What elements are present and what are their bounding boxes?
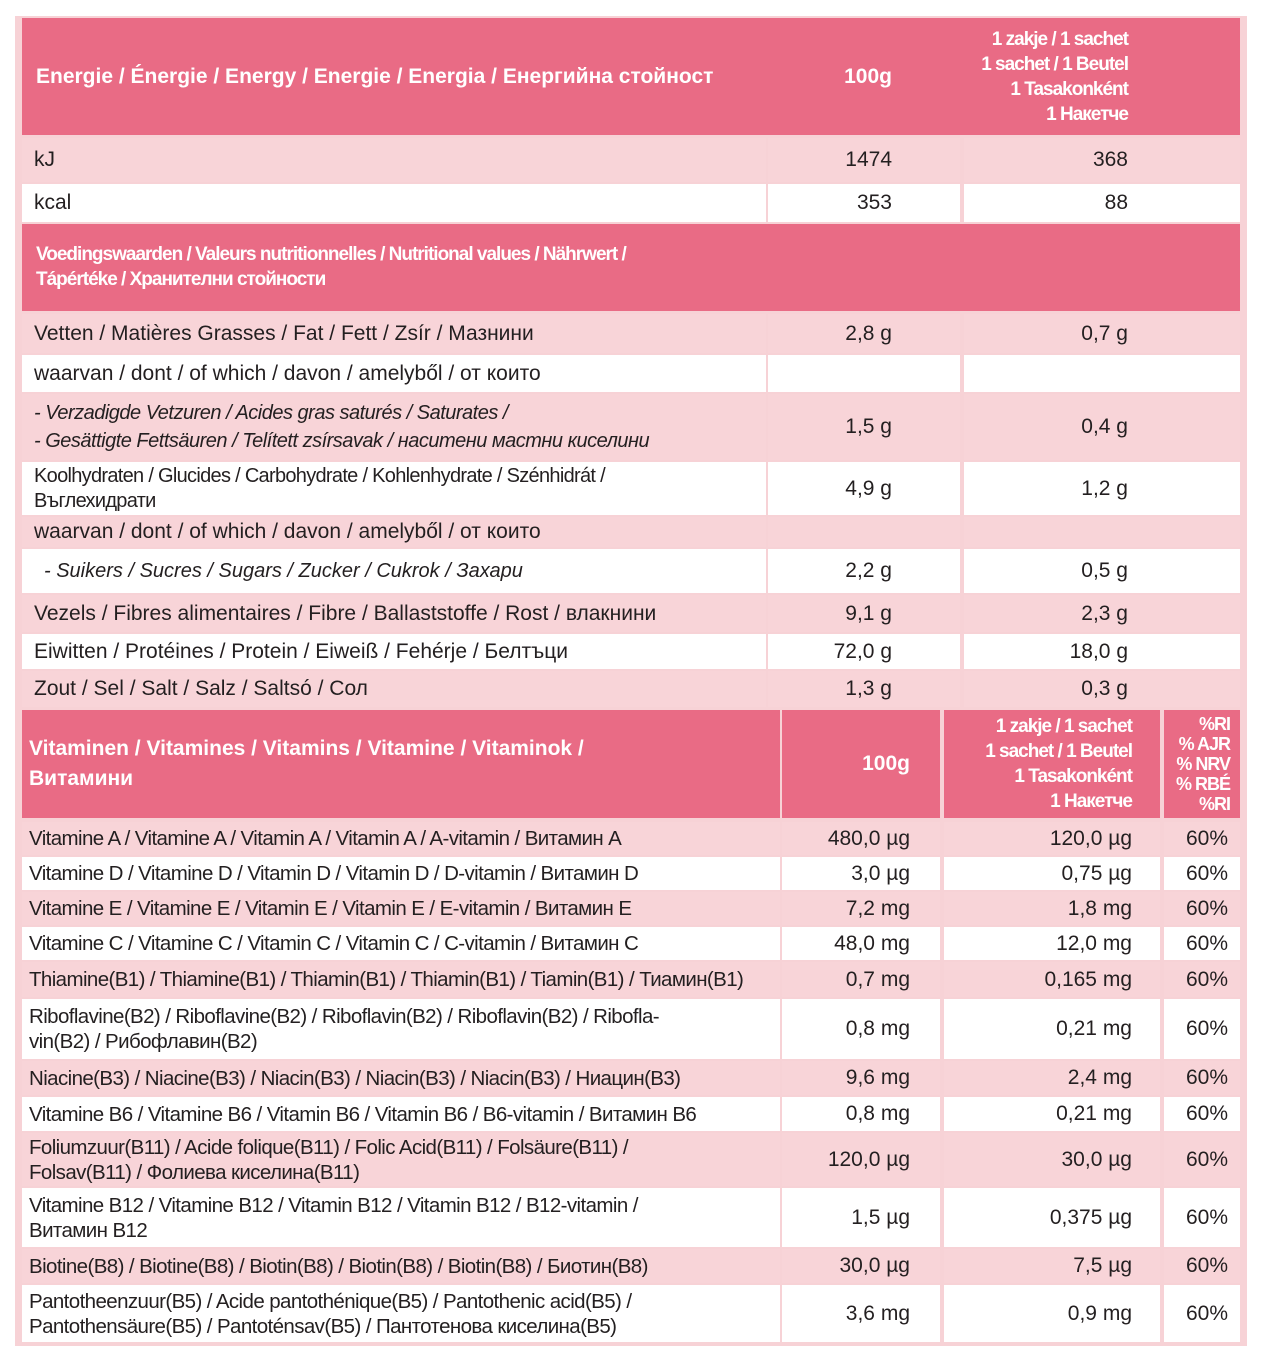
- table-row: [22, 394, 1240, 460]
- table-row: [22, 517, 1240, 547]
- row-label: Koolhydraten / Glucides / Carbohydrate / Kohlenhydrate / Szénhidrát / Въглехидрати: [22, 462, 766, 515]
- vitamin-header-ri: %RI % AJR % NRV % RBÉ %RI: [1175, 714, 1230, 814]
- row-persachet: 18,0 g: [964, 634, 1240, 669]
- energy-header-sachet: 1 zakje / 1 sachet 1 sachet / 1 Beutel 1 Tasakonként 1 Накетче: [981, 28, 1128, 125]
- table-row: [22, 138, 1240, 182]
- vitamin-label: Pantotheenzuur(B5) / Acide pantothénique(B5) / Pantothenic acid(B5) / Pantothensäure(B5) / Pantoténsav(B5) / Пантотенова киселина(B5): [22, 1285, 780, 1342]
- row-per100: 72,0 g: [768, 634, 960, 669]
- nutrition-header-row: [22, 224, 1240, 311]
- table-row: [22, 671, 1240, 707]
- vitamin-persachet: 2,4 mg: [944, 1061, 1160, 1095]
- vitamin-persachet: 1,8 mg: [944, 892, 1160, 925]
- vitamin-persachet: 0,21 mg: [944, 1097, 1160, 1131]
- row-persachet: 0,7 g: [964, 314, 1240, 353]
- vitamin-row: [22, 822, 1240, 855]
- vitamin-ri: 60%: [1164, 1133, 1240, 1186]
- row-per100: 1,3 g: [768, 671, 960, 707]
- vitamin-per100: 48,0 mg: [782, 927, 940, 960]
- row-label: Vezels / Fibres alimentaires / Fibre / Ballaststoffe / Rost / влакнини: [22, 595, 766, 632]
- vitamin-ri: 60%: [1164, 1285, 1240, 1342]
- vitamin-per100: 9,6 mg: [782, 1061, 940, 1095]
- vitamin-per100: 120,0 µg: [782, 1133, 940, 1186]
- vitamin-label: Vitamine B6 / Vitamine B6 / Vitamin B6 / Vitamin B6 / B6-vitamin / Витамин B6: [22, 1097, 780, 1131]
- energy-header-100g: 100g: [844, 64, 892, 88]
- row-label: Zout / Sel / Salt / Salz / Saltsó / Сол: [22, 671, 766, 707]
- vitamin-row: [22, 892, 1240, 925]
- vitamin-row: [22, 1061, 1240, 1095]
- table-row: [22, 462, 1240, 515]
- vitamin-persachet: 12,0 mg: [944, 927, 1160, 960]
- vitamin-per100: 30,0 µg: [782, 1249, 940, 1283]
- vitamin-label: Riboflavine(B2) / Riboflavine(B2) / Riboflavin(B2) / Riboflavin(B2) / Riboflа- vin(B2) / Рибофлавин(B2): [22, 999, 780, 1059]
- row-per100: [768, 517, 960, 547]
- vitamin-per100: 0,8 mg: [782, 999, 940, 1059]
- vitamin-label: Vitamine A / Vitamine A / Vitamin A / Vitamin A / A-vitamin / Витамин A: [22, 822, 780, 855]
- vitamin-ri: 60%: [1164, 1097, 1240, 1131]
- vitamin-per100: 7,2 mg: [782, 892, 940, 925]
- vitamin-ri: 60%: [1164, 1061, 1240, 1095]
- vitamin-row: [22, 1097, 1240, 1131]
- vitamin-row: [22, 857, 1240, 890]
- vitamin-per100: 0,7 mg: [782, 962, 940, 997]
- vitamin-ri: 60%: [1164, 927, 1240, 960]
- table-row: [22, 314, 1240, 353]
- row-label: - Suikers / Sucres / Sugars / Zucker / Cukrok / Захари: [22, 549, 766, 593]
- nutrition-header-label: Voedingswaarden / Valeurs nutritionnelles / Nutritional values / Nährwert / Tápértéke / Хранителни стойности: [36, 244, 626, 290]
- table-row: [22, 549, 1240, 593]
- vitamin-row: [22, 962, 1240, 997]
- vitamin-persachet: 0,21 mg: [944, 999, 1160, 1059]
- vitamin-label: Vitamine D / Vitamine D / Vitamin D / Vitamin D / D-vitamin / Витамин D: [22, 857, 780, 890]
- vitamin-header-row: [22, 710, 1240, 818]
- vitamin-header-sachet: 1 zakje / 1 sachet 1 sachet / 1 Beutel 1 Tasakonként 1 Накетче: [985, 716, 1132, 812]
- vitamin-label: Foliumzuur(B11) / Acide folique(B11) / Folic Acid(B11) / Folsäure(B11) / Folsav(B11) / Фолиева киселина(B11): [22, 1133, 780, 1186]
- vitamin-label: Vitamine E / Vitamine E / Vitamin E / Vitamin E / E-vitamin / Витамин E: [22, 892, 780, 925]
- table-row: [22, 355, 1240, 392]
- row-persachet: 2,3 g: [964, 595, 1240, 632]
- vitamin-per100: 1,5 µg: [782, 1188, 940, 1247]
- vitamin-persachet: 0,375 µg: [944, 1188, 1160, 1247]
- vitamin-per100: 480,0 µg: [782, 822, 940, 855]
- table-row: [22, 184, 1240, 222]
- table-row: [22, 634, 1240, 669]
- vitamin-label: Biotine(B8) / Biotine(B8) / Biotin(B8) / Biotin(B8) / Biotin(B8) / Биотин(B8): [22, 1249, 780, 1283]
- energy-header-row: [22, 18, 1240, 135]
- row-label: Vetten / Matières Grasses / Fat / Fett / Zsír / Мазнини: [22, 314, 766, 353]
- vitamin-persachet: 0,165 mg: [944, 962, 1160, 997]
- vitamin-header-label: Vitaminen / Vitamines / Vitamins / Vitamine / Vitaminok / Витамини: [29, 737, 584, 790]
- vitamin-per100: 3,6 mg: [782, 1285, 940, 1342]
- row-persachet: 1,2 g: [964, 462, 1240, 515]
- row-label: waarvan / dont / of which / davon / amelyből / от които: [22, 355, 766, 392]
- row-per100: 9,1 g: [768, 595, 960, 632]
- vitamin-label: Vitamine B12 / Vitamine B12 / Vitamin B12 / Vitamin B12 / B12-vitamin / Витамин B12: [22, 1188, 780, 1247]
- row-label: kJ: [22, 138, 766, 182]
- row-persachet: 0,4 g: [964, 394, 1240, 460]
- vitamin-ri: 60%: [1164, 1249, 1240, 1283]
- vitamin-row: [22, 1188, 1240, 1247]
- vitamin-row: [22, 1285, 1240, 1342]
- row-per100: 1,5 g: [768, 394, 960, 460]
- row-persachet: [964, 355, 1240, 392]
- vitamin-label: Thiamine(B1) / Thiamine(B1) / Thiamin(B1) / Thiamin(B1) / Tiamin(B1) / Тиамин(B1): [22, 962, 780, 997]
- energy-header-label: Energie / Énergie / Energy / Energie / Energia / Енергийна стойност: [36, 64, 714, 88]
- vitamin-persachet: 7,5 µg: [944, 1249, 1160, 1283]
- vitamin-ri: 60%: [1164, 1188, 1240, 1247]
- row-persachet: 368: [964, 138, 1240, 182]
- vitamin-ri: 60%: [1164, 962, 1240, 997]
- vitamin-header-100g: 100g: [862, 752, 910, 775]
- row-label: kcal: [22, 184, 766, 222]
- vitamin-row: [22, 1133, 1240, 1186]
- row-per100: 1474: [768, 138, 960, 182]
- vitamin-persachet: 0,75 µg: [944, 857, 1160, 890]
- vitamin-ri: 60%: [1164, 999, 1240, 1059]
- row-persachet: 88: [964, 184, 1240, 222]
- vitamin-row: [22, 999, 1240, 1059]
- vitamin-label: Niacine(B3) / Niacine(B3) / Niacin(B3) / Niacin(B3) / Niacin(B3) / Ниацин(B3): [22, 1061, 780, 1095]
- vitamin-persachet: 0,9 mg: [944, 1285, 1160, 1342]
- vitamin-ri: 60%: [1164, 892, 1240, 925]
- row-label: waarvan / dont / of which / davon / amelyből / от които: [22, 517, 766, 547]
- vitamin-ri: 60%: [1164, 822, 1240, 855]
- row-persachet: [964, 517, 1240, 547]
- row-per100: 2,2 g: [768, 549, 960, 593]
- vitamin-row: [22, 927, 1240, 960]
- row-label: - Verzadigde Vetzuren / Acides gras saturés / Saturates / - Gesättigte Fettsäuren / Telített zsírsavak / наситени мастни киселини: [22, 394, 766, 460]
- vitamin-per100: 3,0 µg: [782, 857, 940, 890]
- row-persachet: 0,5 g: [964, 549, 1240, 593]
- row-per100: 353: [768, 184, 960, 222]
- row-per100: [768, 355, 960, 392]
- vitamin-label: Vitamine C / Vitamine C / Vitamin C / Vitamin C / C-vitamin / Витамин C: [22, 927, 780, 960]
- row-persachet: 0,3 g: [964, 671, 1240, 707]
- vitamin-persachet: 30,0 µg: [944, 1133, 1160, 1186]
- vitamin-persachet: 120,0 µg: [944, 822, 1160, 855]
- row-per100: 2,8 g: [768, 314, 960, 353]
- vitamin-per100: 0,8 mg: [782, 1097, 940, 1131]
- row-per100: 4,9 g: [768, 462, 960, 515]
- vitamin-ri: 60%: [1164, 857, 1240, 890]
- table-row: [22, 595, 1240, 632]
- vitamin-row: [22, 1249, 1240, 1283]
- row-label: Eiwitten / Protéines / Protein / Eiweiß / Fehérje / Белтъци: [22, 634, 766, 669]
